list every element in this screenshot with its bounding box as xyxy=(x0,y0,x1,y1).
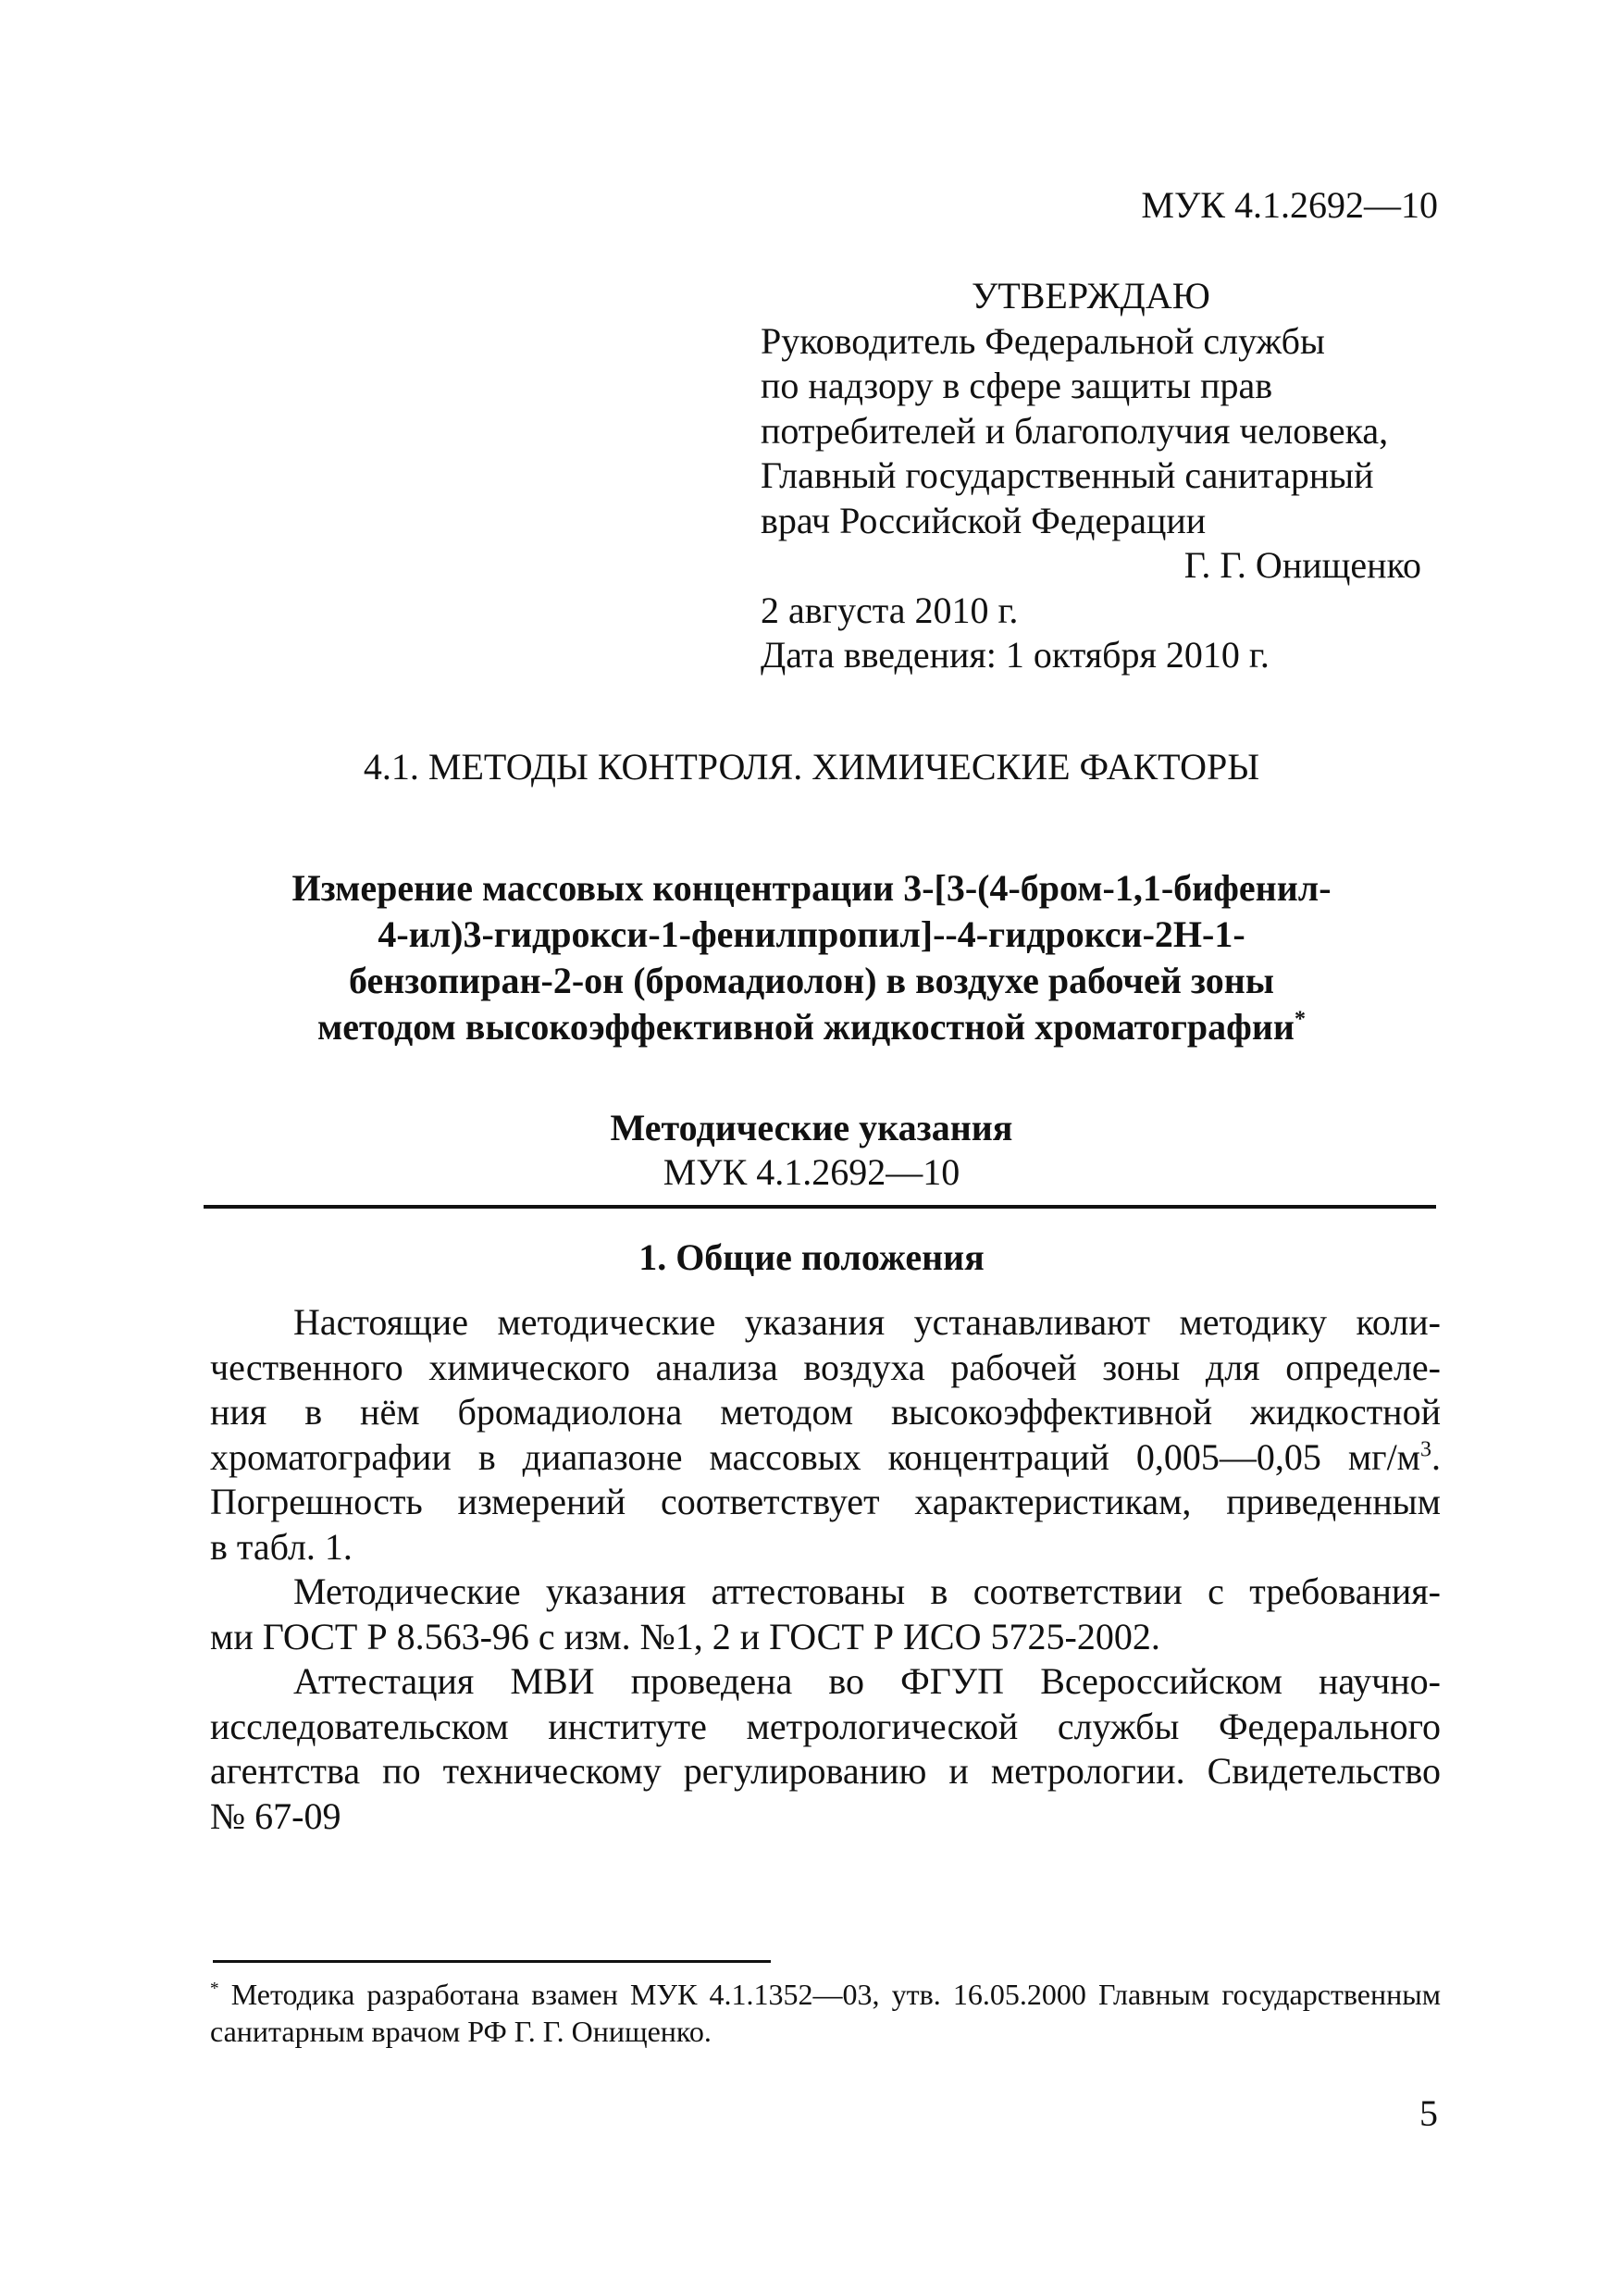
body-line: Погрешность измерений соответствует характеристикам, приведенным xyxy=(210,1481,1441,1522)
body-line-text: хроматографии в диапазоне массовых концентраций 0,005—0,05 мг/м xyxy=(210,1435,1420,1478)
approval-line: по надзору в сфере защиты прав xyxy=(761,365,1273,406)
title-line-last xyxy=(185,1004,1438,1050)
approval-signer: Г. Г. Онищенко xyxy=(1183,544,1421,586)
approval-heading: УТВЕРЖДАЮ xyxy=(972,275,1210,316)
body-line: Настоящие методические указания устанавливают методику коли- xyxy=(293,1301,1441,1343)
body-line: в табл. 1. xyxy=(210,1525,353,1568)
footnote-text: Методика разработана взамен МУК 4.1.1352—03, утв. 16.05.2000 Главным государственным xyxy=(230,1978,1442,2011)
document-code: МУК 4.1.2692—10 xyxy=(663,1151,960,1193)
title-divider xyxy=(204,1205,1436,1209)
body-line: Аттестация МВИ проведена во ФГУП Всероссийском научно- xyxy=(293,1660,1441,1702)
footnote-marker: * xyxy=(210,1979,219,1999)
approval-block xyxy=(761,274,1438,678)
document-code-header: МУК 4.1.2692—10 xyxy=(1141,184,1438,226)
page-number: 5 xyxy=(1419,2092,1438,2134)
body-line: исследовательском институте метрологической службы Федерального xyxy=(210,1705,1441,1747)
approval-line: Руководитель Федеральной службы xyxy=(761,319,1325,362)
document-title xyxy=(185,865,1438,1050)
body-line: № 67-09 xyxy=(210,1794,341,1837)
title-footnote-marker: * xyxy=(1294,1007,1306,1032)
effective-date: Дата введения: 1 октября 2010 г. xyxy=(761,634,1270,676)
section-body xyxy=(210,1300,1441,1839)
section-header: 4.1. МЕТОДЫ КОНТРОЛЯ. ХИМИЧЕСКИЕ ФАКТОРЫ xyxy=(363,746,1260,788)
document-type: Методические указания xyxy=(610,1107,1013,1148)
approval-date: 2 августа 2010 г. xyxy=(761,589,1019,631)
title-line-text: методом высокоэффективной жидкостной хроматографии xyxy=(317,1006,1295,1048)
body-line: чественного химического анализа воздуха рабочей зоны для определе- xyxy=(210,1346,1441,1388)
body-line-with-unit xyxy=(210,1435,1441,1481)
approval-line: врач Российской Федерации xyxy=(761,499,1207,541)
approval-line: Главный государственный санитарный xyxy=(761,454,1374,496)
footnote-line: санитарным врачом РФ Г. Г. Онищенко. xyxy=(210,2015,712,2048)
body-line: Методические указания аттестованы в соответствии с требования- xyxy=(293,1570,1441,1612)
footnote xyxy=(210,1976,1441,2050)
body-line: ми ГОСТ Р 8.563-96 с изм. №1, 2 и ГОСТ Р ИСО 5725-2002. xyxy=(210,1615,1160,1657)
section-title: 1. Общие положения xyxy=(638,1236,985,1278)
body-line: агентства по техническому регулированию и метрологии. Свидетельство xyxy=(210,1750,1441,1792)
body-line: ния в нём бромадиолона методом высокоэффективной жидкостной xyxy=(210,1391,1441,1433)
unit-suffix: . xyxy=(1431,1435,1441,1478)
title-line: 4-ил)3-гидрокси-1-фенилпропил]--4-гидрокси-2Н-1- xyxy=(378,913,1245,955)
footnote-line xyxy=(210,1976,1441,2013)
approval-line: потребителей и благополучия человека, xyxy=(761,409,1389,452)
title-line: бензопиран-2-он (бромадиолон) в воздухе рабочей зоны xyxy=(349,960,1274,1001)
footnote-divider xyxy=(213,1960,771,1963)
unit-superscript: 3 xyxy=(1420,1437,1431,1462)
title-line: Измерение массовых концентрации 3-[3-(4-бром-1,1-бифенил- xyxy=(291,867,1332,909)
